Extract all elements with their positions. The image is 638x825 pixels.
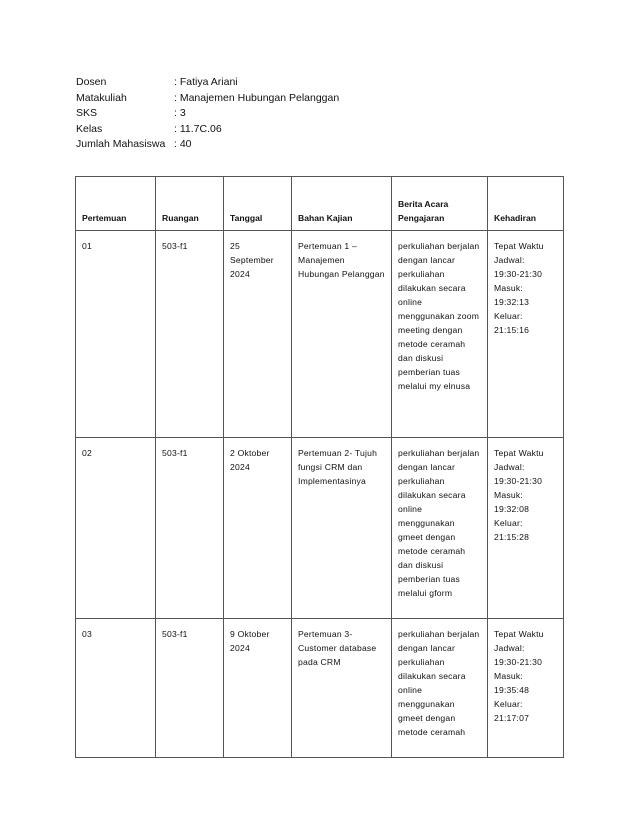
cell-ruangan: 503-f1: [156, 619, 224, 758]
table-row: [76, 231, 564, 438]
cell-kehadiran: Tepat Waktu Jadwal: 19:30-21:30 Masuk: 19:35:48 Keluar: 21:17:07: [488, 619, 564, 758]
cell-pertemuan: 01: [76, 231, 156, 438]
cell-tanggal: 2 Oktober 2024: [224, 438, 292, 619]
cell-tanggal: 25 September 2024: [224, 231, 292, 438]
cell-bahan-kajian: Pertemuan 3- Customer database pada CRM: [292, 619, 392, 758]
sks-label: SKS: [76, 107, 98, 119]
col-kehadiran: Kehadiran: [488, 177, 564, 231]
cell-bahan-kajian: Pertemuan 2- Tujuh fungsi CRM dan Implementasinya: [292, 438, 392, 619]
jumlah-label: Jumlah Mahasiswa: [76, 138, 166, 150]
dosen-label: Dosen: [76, 76, 107, 88]
col-berita-acara: Berita Acara Pengajaran: [392, 177, 488, 231]
cell-tanggal: 9 Oktober 2024: [224, 619, 292, 758]
matakuliah-value: : Manajemen Hubungan Pelanggan: [174, 91, 340, 104]
info-kelas: [76, 122, 339, 138]
course-info: [76, 75, 339, 153]
cell-berita-acara: perkuliahan berjalan dengan lancar perkuliahan dilakukan secara online menggunakan gmeet dengan metode ceramah dan diskusi pemberian tuas melalui gform: [392, 438, 488, 619]
matakuliah-label: Matakuliah: [76, 91, 127, 104]
info-jumlah: [76, 137, 339, 153]
table-header-row: [76, 177, 564, 231]
cell-berita-acara: perkuliahan berjalan dengan lancar perkuliahan dilakukan secara online menggunakan gmeet dengan metode ceramah: [392, 619, 488, 758]
jumlah-value: : 40: [174, 138, 192, 150]
dosen-value: : Fatiya Ariani: [174, 76, 238, 88]
cell-ruangan: 503-f1: [156, 231, 224, 438]
sks-value: : 3: [174, 107, 186, 119]
cell-kehadiran: Tepat Waktu Jadwal: 19:30-21:30 Masuk: 19:32:08 Keluar: 21:15:28: [488, 438, 564, 619]
info-dosen: [76, 75, 339, 91]
info-matakuliah: [76, 91, 339, 107]
table-row: [76, 438, 564, 619]
cell-pertemuan: 03: [76, 619, 156, 758]
cell-ruangan: 503-f1: [156, 438, 224, 619]
cell-bahan-kajian: Pertemuan 1 – Manajemen Hubungan Pelanggan: [292, 231, 392, 438]
col-bahan-kajian: Bahan Kajian: [292, 177, 392, 231]
cell-kehadiran: Tepat Waktu Jadwal: 19:30-21:30 Masuk: 19:32:13 Keluar: 21:15:16: [488, 231, 564, 438]
info-sks: [76, 106, 339, 122]
kelas-value: : 11.7C.06: [174, 122, 222, 135]
col-tanggal: Tanggal: [224, 177, 292, 231]
cell-berita-acara: perkuliahan berjalan dengan lancar perkuliahan dilakukan secara online menggunakan zoom meeting dengan metode ceramah dan diskusi pemberian tuas melalui my elnusa: [392, 231, 488, 438]
col-pertemuan: Pertemuan: [76, 177, 156, 231]
attendance-table: [75, 176, 564, 758]
cell-pertemuan: 02: [76, 438, 156, 619]
kelas-label: Kelas: [76, 122, 103, 135]
table-row: [76, 619, 564, 758]
col-ruangan: Ruangan: [156, 177, 224, 231]
